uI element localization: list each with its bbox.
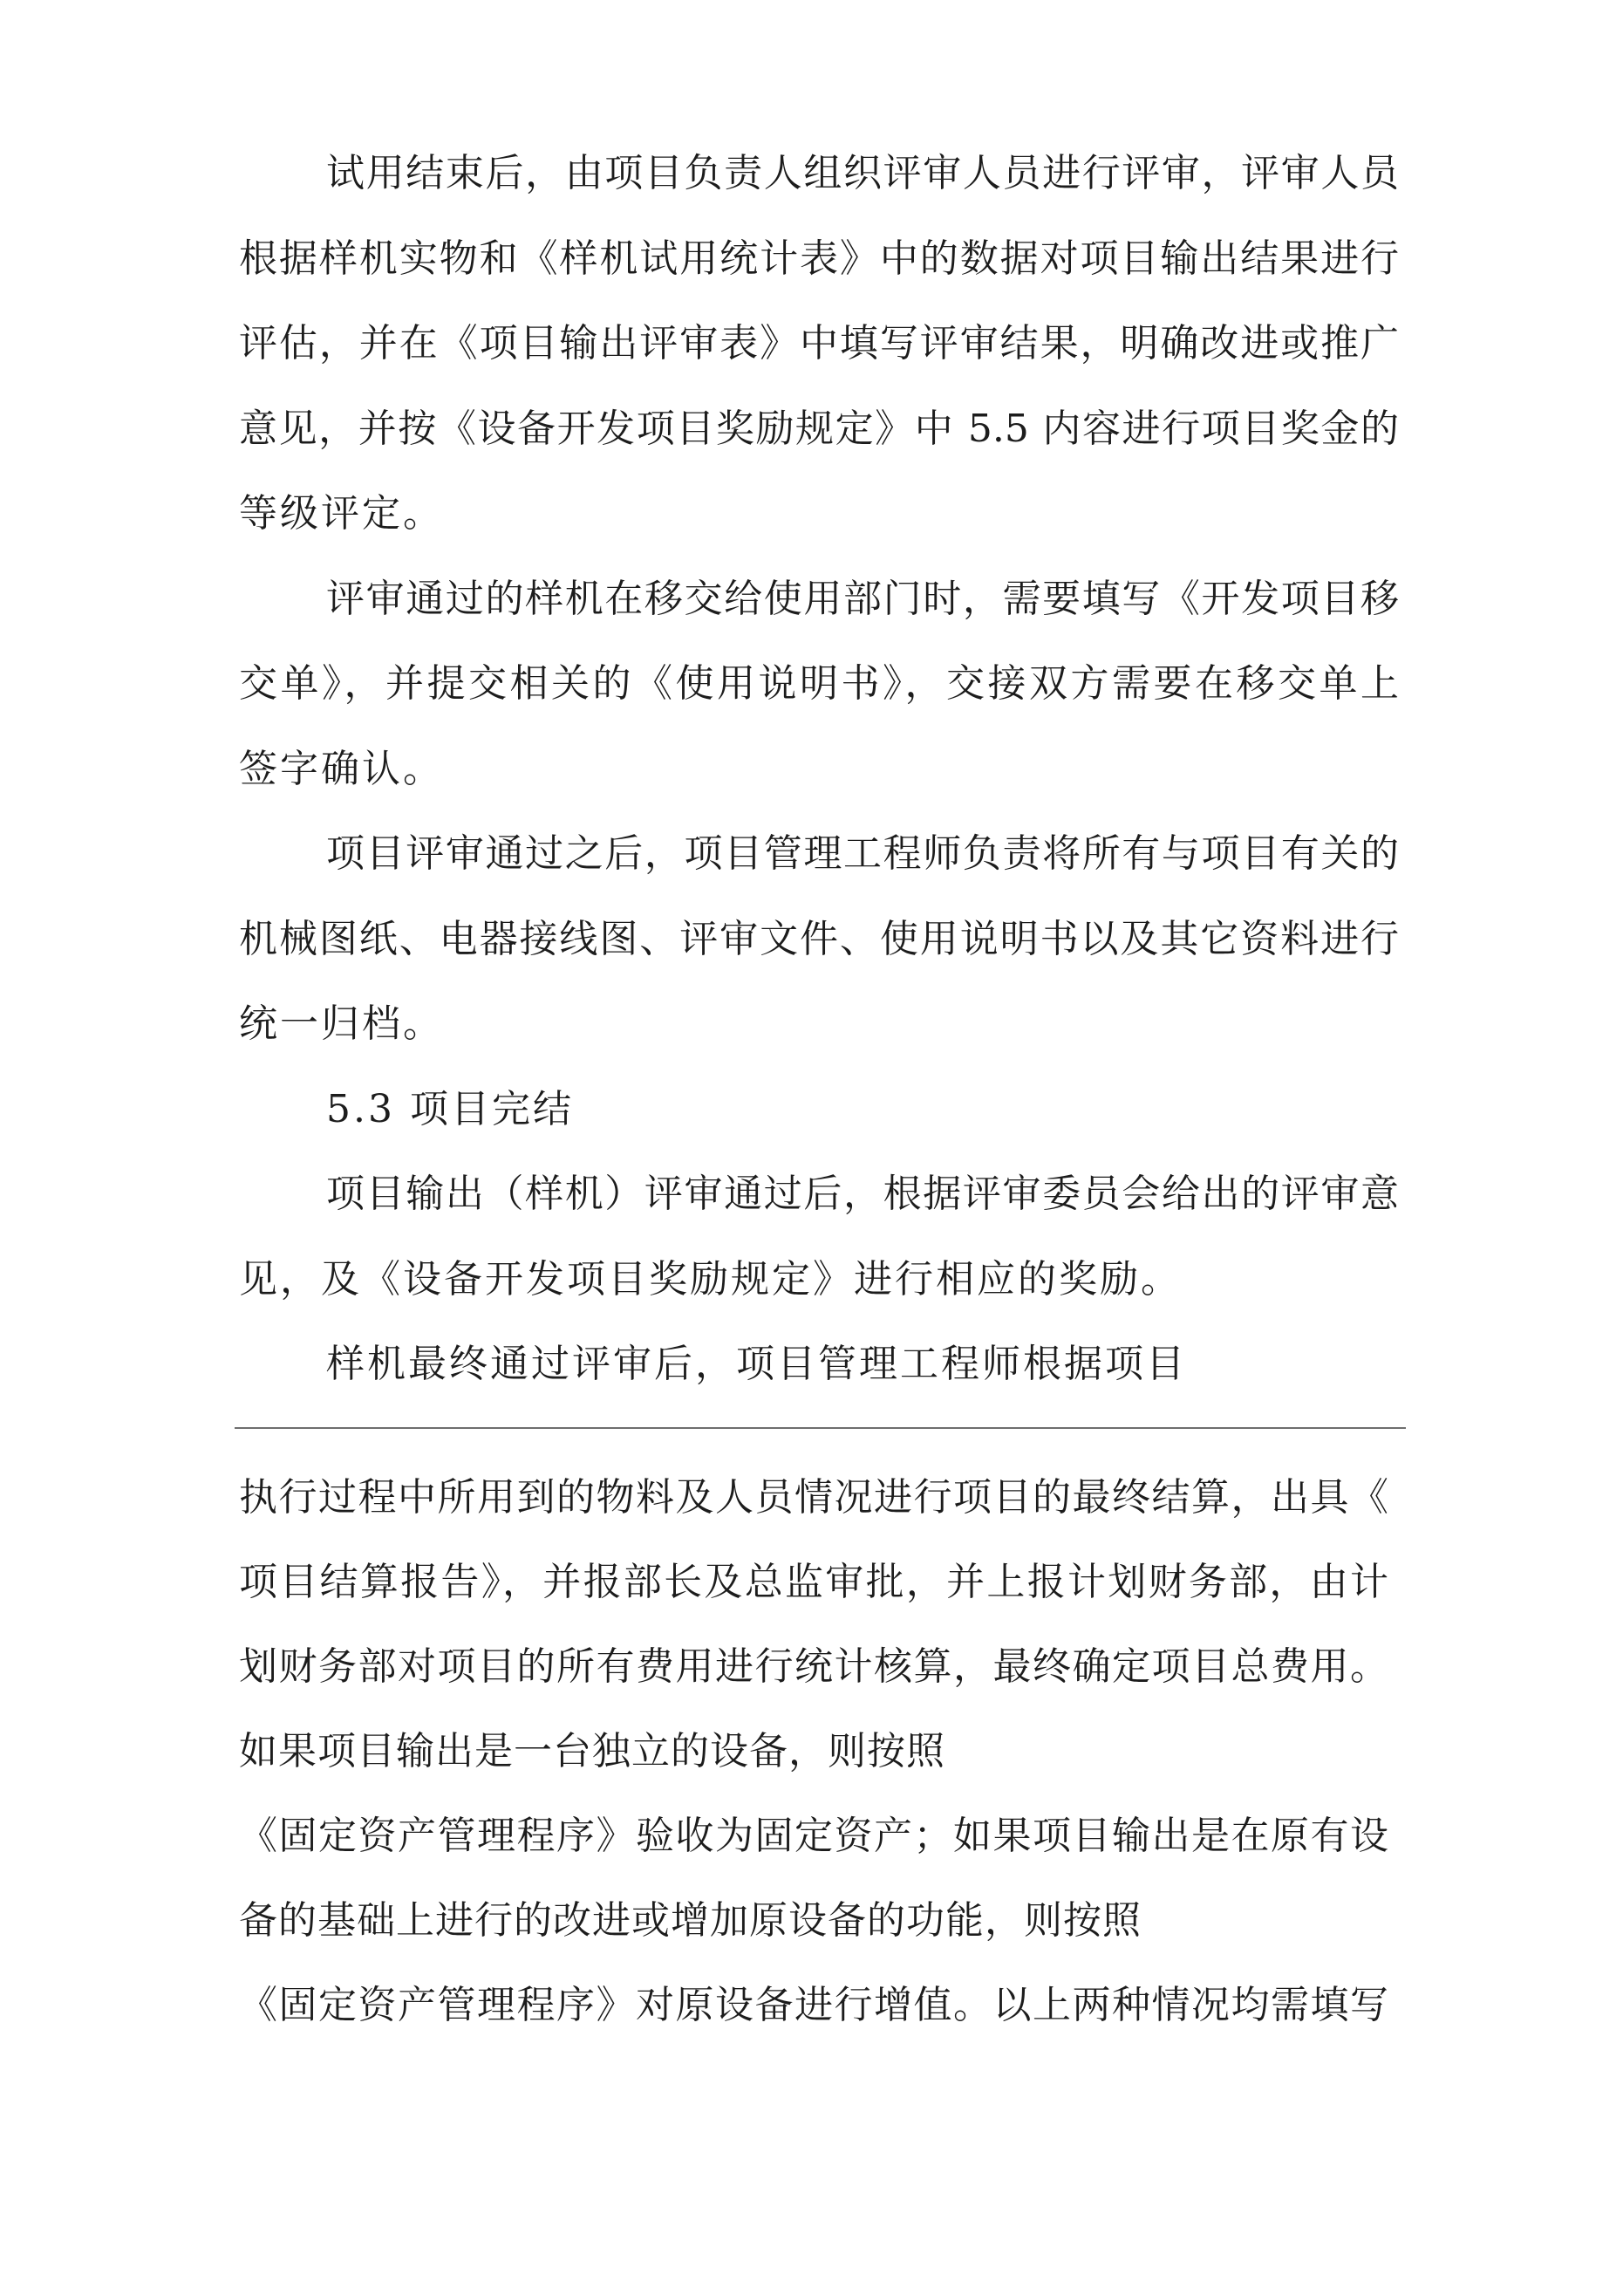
text-line: 机械图纸、电器接线图、评审文件、使用说明书以及其它资料进行	[239, 916, 1399, 961]
text-line: 统一归档。	[239, 1001, 444, 1046]
text-line: 项目输出（样机）评审通过后，根据评审委员会给出的评审意	[326, 1172, 1399, 1216]
text-line: 样机最终通过评审后，项目管理工程师根据项目	[326, 1342, 1187, 1386]
text-line: 项目评审通过之后，项目管理工程师负责将所有与项目有关的	[326, 831, 1399, 876]
text-line: 如果项目输出是一台独立的设备，则按照	[239, 1729, 945, 1773]
text-line: 执行过程中所用到的物料及人员情况进行项目的最终结算，出具《	[239, 1475, 1388, 1520]
text-line: 评审通过的样机在移交给使用部门时，需要填写《开发项目移	[326, 576, 1399, 621]
paragraph	[239, 811, 1399, 1067]
paragraph	[239, 1455, 1388, 2047]
paragraph	[239, 1322, 1399, 1407]
text-line: 《固定资产管理程序》对原设备进行增值。以上两种情况均需填写	[239, 1983, 1388, 2027]
text-line: 签字确认。	[239, 746, 444, 791]
text-line: 根据样机实物和《样机试用统计表》中的数据对项目输出结果进行	[239, 236, 1399, 281]
paragraph	[239, 557, 1399, 812]
text-line: 试用结束后，由项目负责人组织评审人员进行评审，评审人员	[326, 151, 1399, 195]
text-line: 见，及《设备开发项目奖励规定》进行相应的奖励。	[239, 1256, 1182, 1302]
text-line: 《固定资产管理程序》验收为固定资产；如果项目输出是在原有设	[239, 1814, 1388, 1858]
text-line: 交单》，并提交相关的《使用说明书》，交接双方需要在移交单上	[239, 661, 1399, 706]
text-line: 项目结算报告》，并报部长及总监审批，并上报计划财务部，由计	[239, 1560, 1388, 1604]
text-line: 等级评定。	[239, 491, 444, 536]
text-line: 意见，并按《设备开发项目奖励规定》中 5.5 内容进行项目奖金的	[239, 406, 1399, 451]
text-line: 划财务部对项目的所有费用进行统计核算，最终确定项目总费用。	[239, 1644, 1388, 1689]
section-heading: 5.3 项目完结	[326, 1086, 574, 1131]
text-line: 备的基础上进行的改进或增加原设备的功能，则按照	[239, 1898, 1142, 1943]
paragraph	[239, 1151, 1399, 1322]
paragraph	[239, 131, 1399, 557]
page-divider	[235, 1427, 1406, 1429]
text-line: 评估，并在《项目输出评审表》中填写评审结果，明确改进或推广	[239, 321, 1399, 366]
upper-text-block	[239, 131, 1399, 1407]
lower-text-block	[239, 1455, 1388, 2047]
